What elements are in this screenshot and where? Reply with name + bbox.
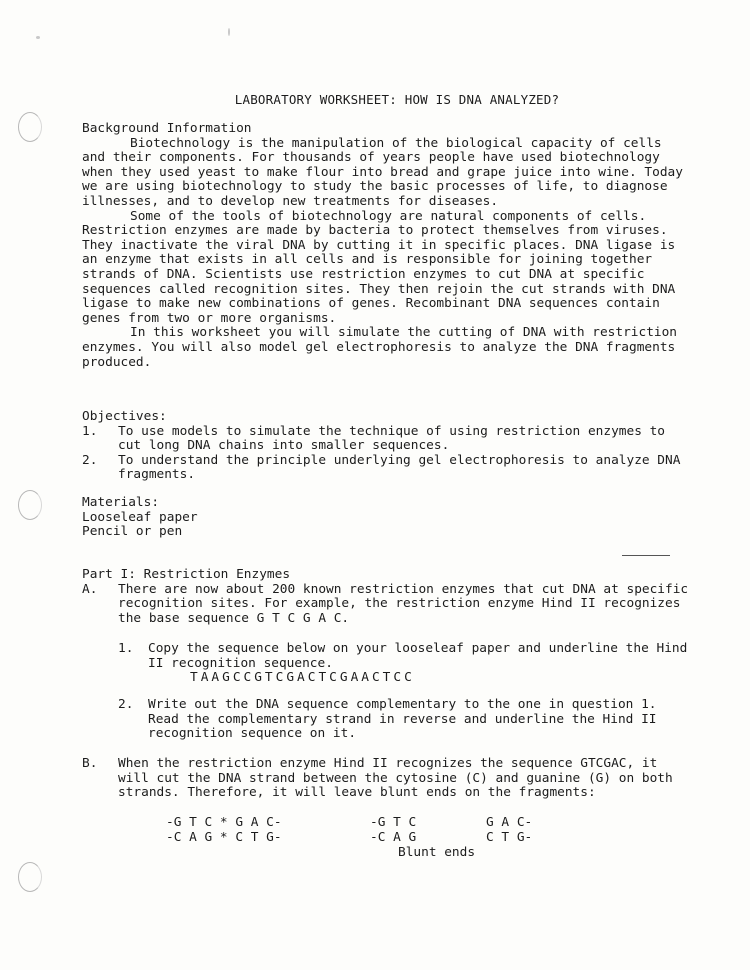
fragment-mid-top: -G T C [370,815,417,830]
background-paragraph-1: Biotechnology is the manipulation of the biological capacity of cells and their components. For thousands of years people have used biotechnology when they used yeast to make flour into bread and grape juice into wine. Today we are using biotechnology to study the basic processes of life, to diagnose illnesses, and to develop new treatments for diseases. [82,135,683,209]
section-a-text: There are now about 200 known restriction enzymes that cut DNA at specific recognition sites. For example, the restriction enzyme Hind II recognizes the base sequence G T C G A C. [118,581,689,626]
section-b-row [82,757,692,801]
binder-hole-middle [18,490,42,520]
binder-hole-top [18,112,42,142]
objective-number: 1. [82,423,98,439]
fragment-left-top: -G T C * G A C- [166,815,282,830]
fragment-right-top: G A C- [486,815,533,830]
question-2 [118,698,692,742]
materials-section [82,496,692,540]
section-a-letter: A. [82,581,98,597]
blunt-ends-caption: Blunt ends [398,845,476,860]
materials-heading: Materials: [82,495,160,510]
binder-hole-bottom [18,862,42,892]
objectives-section [82,410,692,483]
question-2-number: 2. [118,697,134,712]
question-1 [118,642,692,686]
fragment-right-bottom: C T G- [486,830,533,845]
section-b-letter: B. [82,756,98,771]
fragment-mid-bottom: -C A G [370,830,417,845]
section-b-text: When the restriction enzyme Hind II recognizes the sequence GTCGAC, it will cut the DNA strand between the cytosine (C) and guanine (G) on both strands. Therefore, it will leave blunt ends on the fragments: [118,756,673,801]
question-2-row [118,698,692,742]
objective-text: To use models to simulate the technique of using restriction enzymes to cut long DNA chains into smaller sequences. [118,423,666,454]
background-paragraph-3: In this worksheet you will simulate the cutting of DNA with restriction enzymes. You will also model gel electrophoresis to analyze the DNA fragments produced. [82,325,678,370]
objective-item [82,425,692,454]
part1-heading: Part I: Restriction Enzymes [82,567,291,582]
fragment-left-bottom: -C A G * C T G- [166,830,282,845]
section-a [82,583,692,627]
question-1-number: 1. [118,641,134,656]
material-item: Pencil or pen [82,524,183,540]
page-title: LABORATORY WORKSHEET: HOW IS DNA ANALYZED? [234,92,560,107]
background-heading: Background Information [82,121,252,136]
background-section [82,122,692,370]
material-item: Looseleaf paper [82,509,198,525]
objective-item [82,454,692,483]
question-2-text: Write out the DNA sequence complementary to the one in question 1. Read the complementary strand in reverse and underline the Hind II recognition sequence on it. [148,697,657,742]
section-b [82,757,692,801]
objective-number: 2. [82,452,98,468]
question-1-text: Copy the sequence below on your looseleaf paper and underline the Hind II recognition sequence. [148,641,688,671]
objective-text: To understand the principle underlying gel electrophoresis to analyze DNA fragments. [118,452,681,483]
scan-speck [228,28,230,36]
part1-section [82,568,692,626]
margin-mark-line [622,555,670,556]
question-1-row [118,642,692,671]
objectives-heading: Objectives: [82,409,167,424]
dna-sequence: TAAGCCGTCGACTCGAACTCC [190,670,415,686]
background-paragraph-2: Some of the tools of biotechnology are natural components of cells. Restriction enzymes are made by bacteria to protect themselves from viruses. They inactivate the viral DNA by cutting it in specific places. DNA ligase is an enzyme that exists in all cells and is responsible for joining together strands of DNA. Scientists use restriction enzymes to cut DNA at specific sequences called recognition sites. They then rejoin the cut strands with DNA ligase to make new combinations of genes. Recombinant DNA sequences contain genes from two or more organisms. [82,208,676,326]
scan-speck [36,36,40,39]
